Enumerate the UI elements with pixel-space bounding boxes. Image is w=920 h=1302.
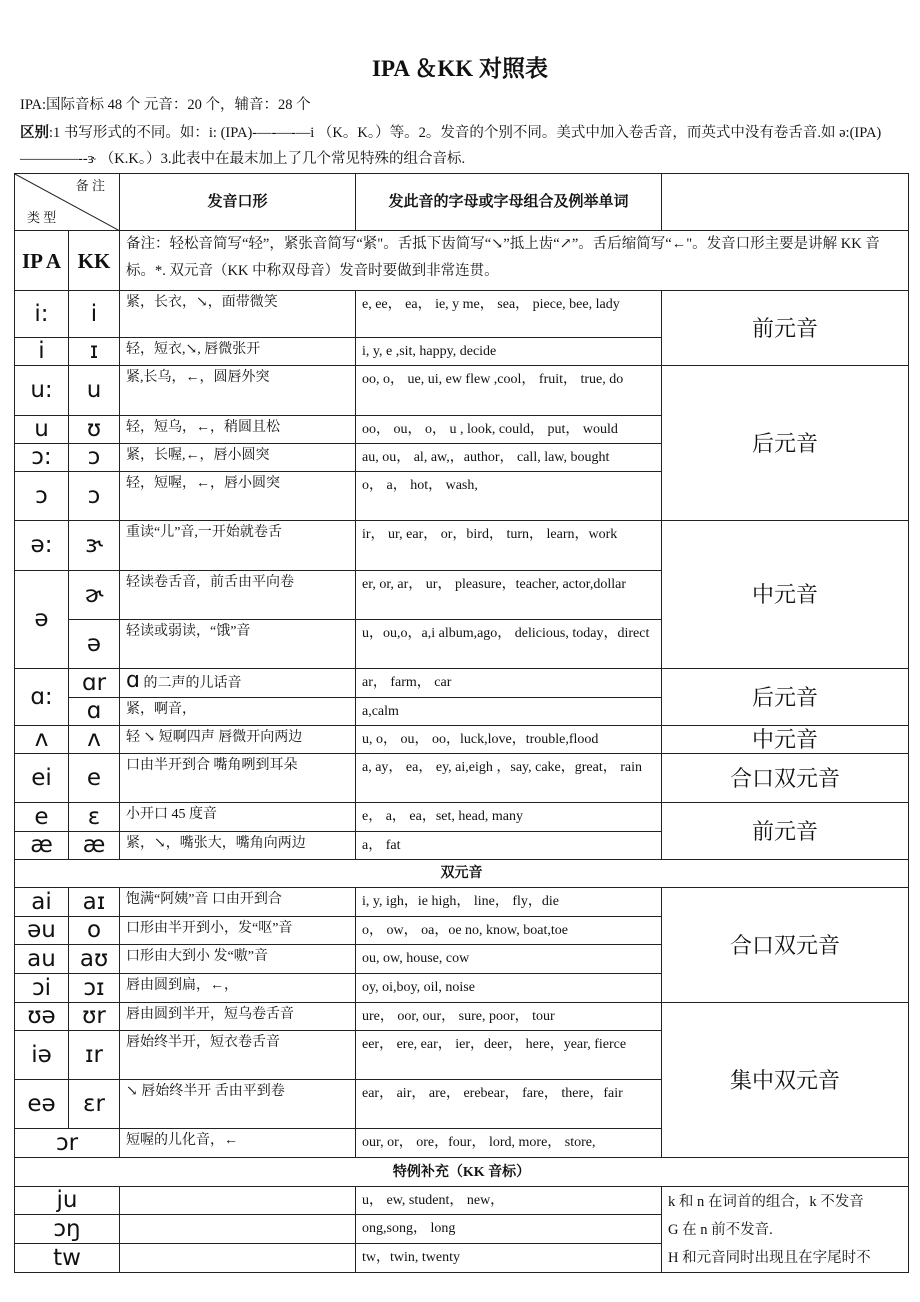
examples: u， ew, student， new，	[356, 1187, 662, 1215]
examples: our, or， ore，four， lord, more， store,	[356, 1129, 662, 1158]
kk-symbol: i	[69, 291, 120, 338]
mouth-shape: 轻 ↘ 短啊四声 唇微开向两边	[120, 726, 356, 754]
ipa-symbol: ɔŋ	[15, 1215, 120, 1244]
category: 后元音	[662, 669, 909, 726]
intro-line-2	[20, 120, 910, 172]
kk-symbol: ʊ	[69, 416, 120, 444]
kk-symbol: e	[69, 754, 120, 803]
ipa-symbol: i:	[15, 291, 69, 338]
mouth-shape: 紧，啊音，	[120, 698, 356, 726]
kk-symbol: u	[69, 366, 120, 416]
kk-symbol: aɪ	[69, 888, 120, 917]
ipa-symbol: u:	[15, 366, 69, 416]
mouth-shape	[120, 1244, 356, 1273]
mouth-shape: 轻，短乌，←，稍圆且松	[120, 416, 356, 444]
category: 前元音	[662, 291, 909, 366]
ipa-symbol: ei	[15, 754, 69, 803]
ipa-symbol: au	[15, 945, 69, 974]
category: 前元音	[662, 803, 909, 860]
kk-symbol: ɚ	[69, 571, 120, 620]
ipa-symbol: ɔr	[15, 1129, 120, 1158]
intro-body: :1 书写形式的不同。如：i: (IPA)-—-—-—i （K。K。）等。2。发音的个别不同。美式中加入卷舌音，而英式中没有卷舌音.如 ə:(IPA)————--ɝ （K.K。）3.此表中在最末加上了几个常见特殊的组合音标.	[20, 125, 882, 167]
mouth-shape: 轻读或弱读，“饿”音	[120, 620, 356, 669]
note: 备注：轻松音简写“轻”，紧张音简写“紧"。舌抵下齿简写“↘”抵上齿“↗”。舌后缩简写“←"。发音口形主要是讲解 KK 音标。*. 双元音（KK 中称双母音）发音时要做到非常连贯。	[120, 231, 909, 291]
mouth-shape	[120, 1187, 356, 1215]
examples: ure， oor, our， sure, poor， tour	[356, 1003, 662, 1031]
kk-symbol: ɑr	[69, 669, 120, 698]
examples: e, ee， ea， ie, y me， sea， piece, bee, lady	[356, 291, 662, 338]
examples: au, ou， al, aw,，author， call, law, bought	[356, 444, 662, 472]
kk-symbol: ɑ	[69, 698, 120, 726]
category: 合口双元音	[662, 888, 909, 1003]
examples: ear， air， are， erebear， fare， there，fair	[356, 1080, 662, 1129]
examples: i, y, e ,sit, happy, decide	[356, 338, 662, 366]
examples: ong,song， long	[356, 1215, 662, 1244]
examples: a， fat	[356, 832, 662, 860]
special-note: H 和元音同时出现且在字尾时不	[668, 1249, 871, 1266]
mouth-shape: 轻，短衣,↘, 唇微张开	[120, 338, 356, 366]
ipa-symbol: iə	[15, 1031, 69, 1080]
mouth-shape: 短喔的儿化音，←	[120, 1129, 356, 1158]
mouth-shape: 饱满“阿姨”音 口由开到合	[120, 888, 356, 917]
mouth-shape	[120, 1215, 356, 1244]
ipa-symbol: ju	[15, 1187, 120, 1215]
mouth-shape: 唇由圆到扁，←，	[120, 974, 356, 1003]
category: 集中双元音	[662, 1003, 909, 1158]
ipa-symbol: ɔ	[15, 472, 69, 521]
examples: i, y, igh，ie high， line， fly，die	[356, 888, 662, 917]
mouth-shape: 口形由大到小 发“嗷”音	[120, 945, 356, 974]
kk-symbol: ɔ	[69, 472, 120, 521]
col-shape-header: 发音口形	[120, 174, 356, 231]
kk-symbol: ɛr	[69, 1080, 120, 1129]
category: 中元音	[662, 726, 909, 754]
kk-symbol: ɛ	[69, 803, 120, 832]
examples: oy, oi,boy, oil, noise	[356, 974, 662, 1003]
category: 中元音	[662, 521, 909, 669]
mouth-shape: ↘ 唇始终半开 舌由平到卷	[120, 1080, 356, 1129]
ipa-symbol: æ	[15, 832, 69, 860]
section-diphthongs: 双元音	[15, 860, 909, 888]
examples: o， ow， oa，oe no, know, boat,toe	[356, 917, 662, 945]
special-note: k 和 n 在词首的组合，k 不发音	[668, 1193, 864, 1210]
kk-symbol: ʌ	[69, 726, 120, 754]
intro-line-1: IPA:国际音标 48 个 元音：20 个，辅音：28 个	[20, 97, 311, 113]
examples: e， a， ea，set, head, many	[356, 803, 662, 832]
examples: oo， ou， o， u , look, could， put， would	[356, 416, 662, 444]
special-note: G 在 n 前不发音.	[668, 1221, 773, 1238]
phonetic-table	[14, 173, 909, 1273]
mouth-shape: 小开口 45 度音	[120, 803, 356, 832]
category: 后元音	[662, 366, 909, 521]
corner-bottom: 类 型	[27, 210, 57, 225]
examples: ar， farm， car	[356, 669, 662, 698]
examples: a,calm	[356, 698, 662, 726]
mouth-shape: 紧，长衣，↘，面带微笑	[120, 291, 356, 338]
kk-symbol: ə	[69, 620, 120, 669]
ipa-symbol: əu	[15, 917, 69, 945]
page-title: IPA ＆KK 对照表	[372, 56, 548, 81]
ipa-symbol: ʊə	[15, 1003, 69, 1031]
ipa-symbol: tw	[15, 1244, 120, 1273]
mouth-shape: 重读“儿”音,一开始就卷舌	[120, 521, 356, 571]
examples: oo, o， ue, ui, ew flew ,cool， fruit， true, do	[356, 366, 662, 416]
category: 合口双元音	[662, 754, 909, 803]
mouth-shape: 口由半开到合 嘴角咧到耳朵	[120, 754, 356, 803]
examples: o， a， hot， wash,	[356, 472, 662, 521]
examples: a, ay， ea， ey, ai,eigh ，say, cake，great， rain	[356, 754, 662, 803]
examples: u, o， ou， oo，luck,love，trouble,flood	[356, 726, 662, 754]
ipa-symbol: eə	[15, 1080, 69, 1129]
kk-symbol: ɪ	[69, 338, 120, 366]
ipa-symbol: ɑ:	[15, 669, 69, 726]
mouth-shape: 紧，↘，嘴张大，嘴角向两边	[120, 832, 356, 860]
examples: ou, ow, house, cow	[356, 945, 662, 974]
kk-symbol: ɝ	[69, 521, 120, 571]
kk-symbol: æ	[69, 832, 120, 860]
ipa-symbol: ɔ:	[15, 444, 69, 472]
mouth-shape: 唇始终半开，短衣卷舌音	[120, 1031, 356, 1080]
ipa-label: IP A	[15, 231, 69, 291]
mouth-shape: 口形由半开到小，发“呕”音	[120, 917, 356, 945]
ipa-symbol: ai	[15, 888, 69, 917]
corner-top: 备 注	[75, 178, 105, 193]
ipa-symbol: ɔi	[15, 974, 69, 1003]
intro-label: 区别	[20, 125, 49, 141]
examples: ir， ur, ear， or，bird， turn， learn，work	[356, 521, 662, 571]
mouth-shape: 唇由圆到半开，短乌卷舌音	[120, 1003, 356, 1031]
shape-text: 的二声的儿话音	[139, 676, 242, 691]
mouth-shape: 轻，短喔，←，唇小圆突	[120, 472, 356, 521]
ipa-symbol: i	[15, 338, 69, 366]
examples: er, or, ar， ur， pleasure，teacher, actor,dollar	[356, 571, 662, 620]
mouth-shape: 轻读卷舌音，前舌由平向卷	[120, 571, 356, 620]
special-notes	[662, 1187, 909, 1273]
col-examples-header: 发此音的字母或字母组合及例举单词	[356, 174, 662, 231]
empty-header	[662, 174, 909, 231]
ipa-symbol: ə:	[15, 521, 69, 571]
section-special: 特例补充（KK 音标）	[15, 1158, 909, 1187]
ipa-symbol: ə	[15, 571, 69, 669]
kk-symbol: o	[69, 917, 120, 945]
ipa-symbol: u	[15, 416, 69, 444]
mouth-shape: 紧，长喔,←，唇小圆突	[120, 444, 356, 472]
mouth-shape	[120, 669, 356, 698]
corner-header	[15, 174, 120, 231]
examples: eer， ere, ear， ier，deer， here，year, fierce	[356, 1031, 662, 1080]
kk-symbol: ɔ	[69, 444, 120, 472]
kk-symbol: ɪr	[69, 1031, 120, 1080]
examples: tw，twin, twenty	[356, 1244, 662, 1273]
ipa-symbol: e	[15, 803, 69, 832]
mouth-shape: 紧,长乌，←，圆唇外突	[120, 366, 356, 416]
examples: u，ou,o，a,i album,ago， delicious, today，direct	[356, 620, 662, 669]
shape-glyph: ɑ	[126, 668, 140, 693]
kk-symbol: ʊr	[69, 1003, 120, 1031]
kk-label: KK	[69, 231, 120, 291]
kk-symbol: aʊ	[69, 945, 120, 974]
kk-symbol: ɔɪ	[69, 974, 120, 1003]
ipa-symbol: ʌ	[15, 726, 69, 754]
